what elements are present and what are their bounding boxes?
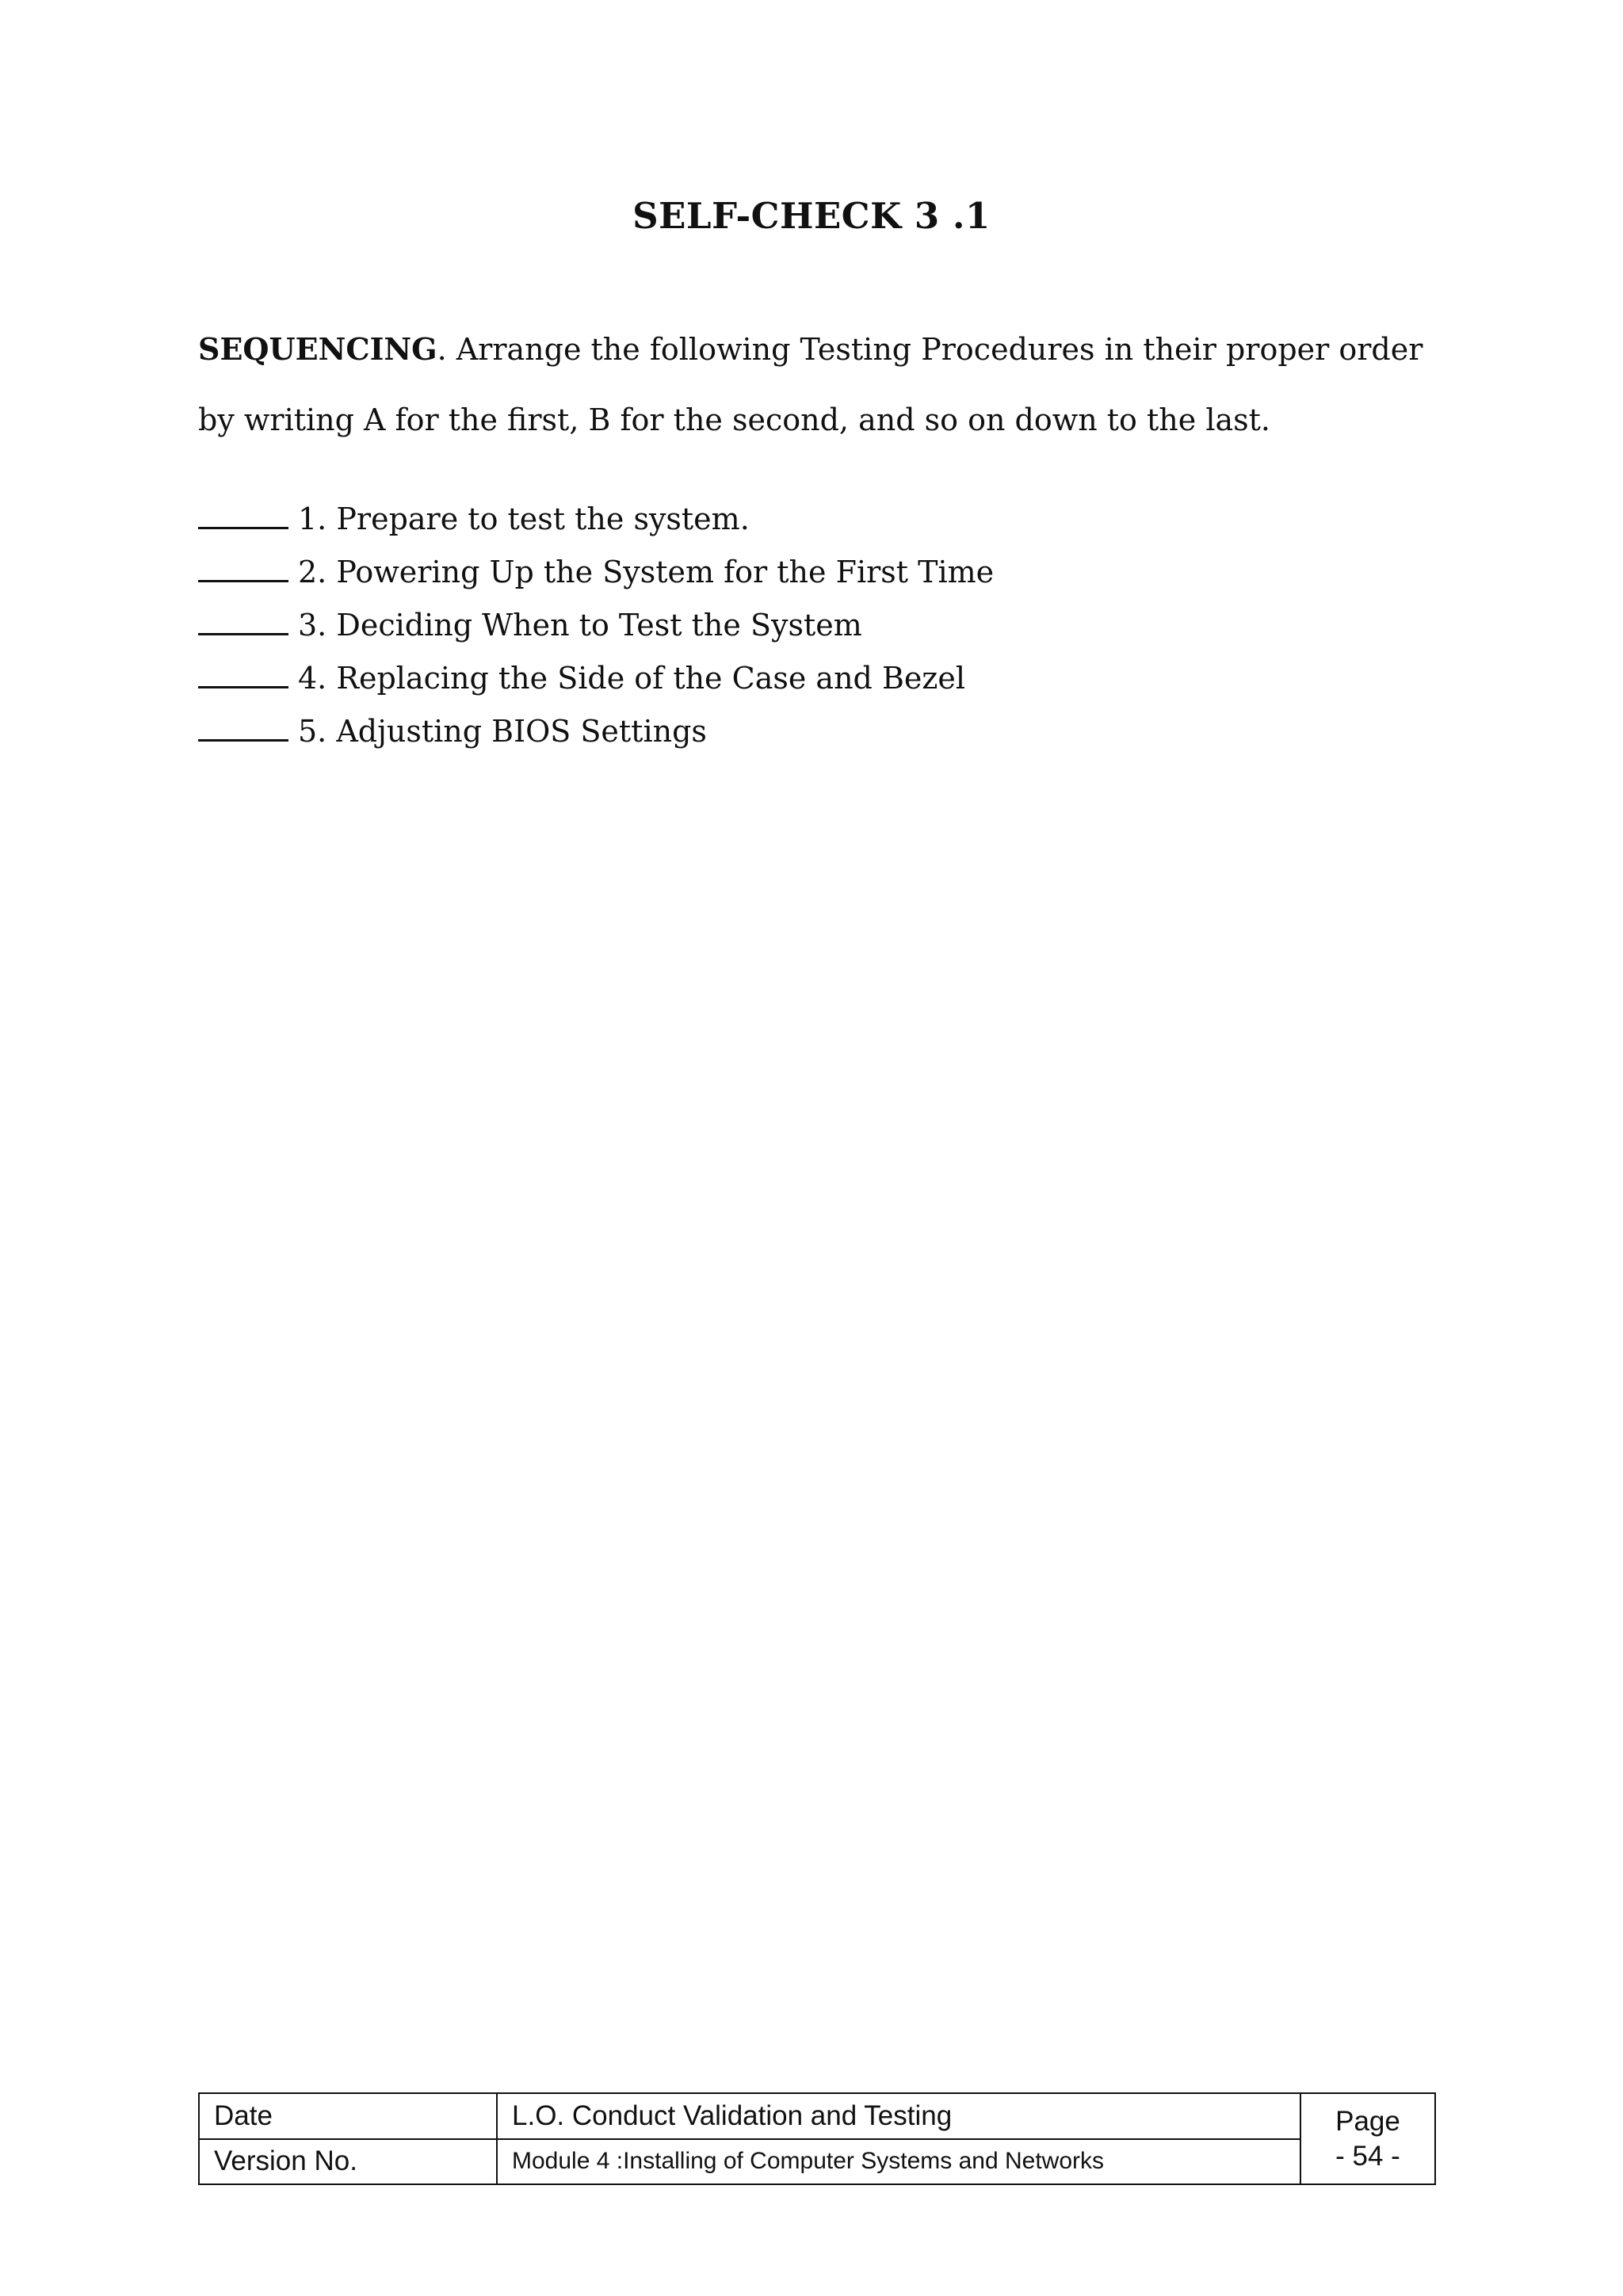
item-text: Deciding When to Test the System <box>336 608 862 643</box>
list-item <box>198 546 1450 599</box>
item-number: 2. <box>298 555 327 589</box>
footer-page-cell <box>1300 2093 1435 2184</box>
footer-version-label: Version No. <box>199 2139 497 2185</box>
list-item <box>198 652 1450 705</box>
item-text: Adjusting BIOS Settings <box>336 714 707 749</box>
answer-blank[interactable] <box>198 503 288 529</box>
page-title: SELF-CHECK 3 .1 <box>632 195 991 237</box>
item-text: Replacing the Side of the Case and Bezel <box>336 661 966 696</box>
instructions-lead: SEQUENCING <box>198 331 437 367</box>
footer-module-text: Module 4 :Installing of Computer Systems and Networks <box>497 2139 1300 2185</box>
item-number: 4. <box>298 661 327 696</box>
list-item <box>198 599 1450 652</box>
footer-page-number: - 54 - <box>1335 2140 1400 2172</box>
instructions-paragraph <box>198 314 1450 456</box>
instructions-text: . Arrange the following Testing Procedures in their proper order by writing A for the first, B for the second, and so on down to the last. <box>198 332 1423 437</box>
footer-lo-text: L.O. Conduct Validation and Testing <box>497 2093 1300 2139</box>
list-item <box>198 493 1450 546</box>
item-number: 5. <box>298 714 327 749</box>
footer-page-label: Page <box>1335 2105 1400 2137</box>
item-text: Powering Up the System for the First Time <box>336 555 995 589</box>
list-item <box>198 705 1450 758</box>
answer-blank[interactable] <box>198 715 288 742</box>
answer-blank[interactable] <box>198 662 288 688</box>
item-text: Prepare to test the system. <box>336 502 750 536</box>
item-number: 3. <box>298 608 327 643</box>
footer-date-label: Date <box>199 2093 497 2139</box>
item-number: 1. <box>298 502 327 536</box>
answer-blank[interactable] <box>198 556 288 582</box>
answer-blank[interactable] <box>198 609 288 635</box>
sequencing-list <box>198 493 1450 758</box>
footer-table <box>198 2092 1436 2185</box>
